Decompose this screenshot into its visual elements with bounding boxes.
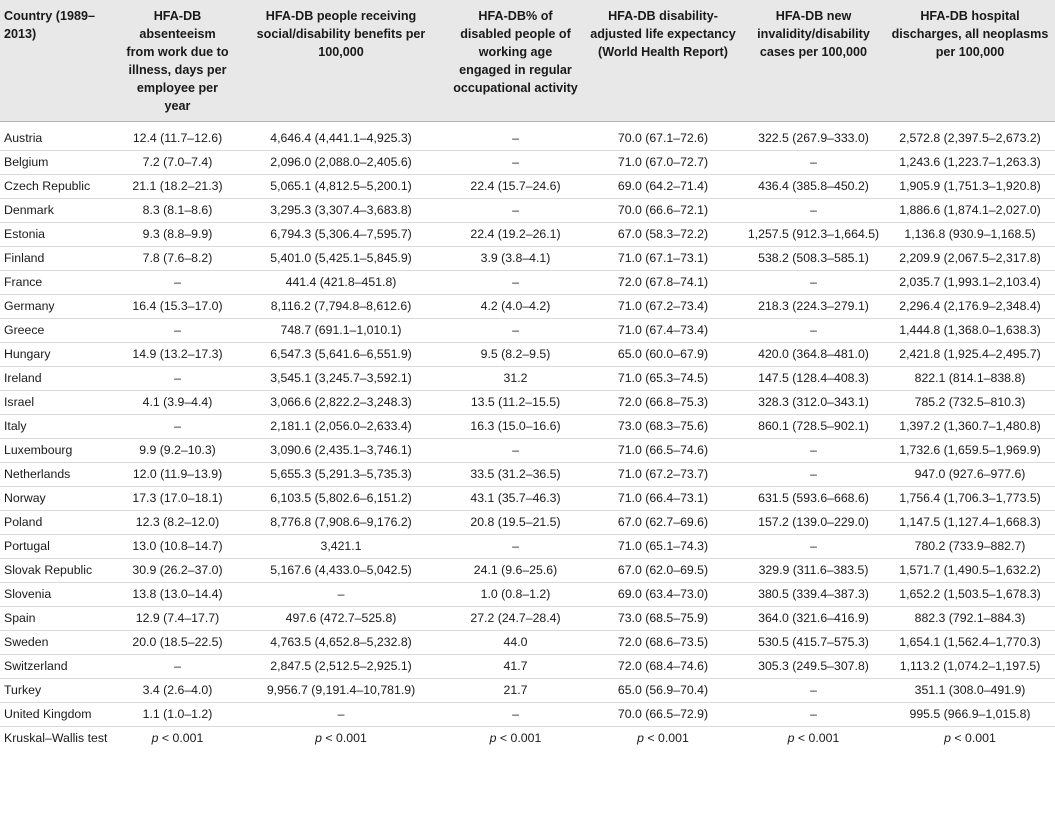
cell-benefits: 5,655.3 (5,291.3–5,735.3) <box>235 463 447 487</box>
cell-country: Austria <box>0 122 120 151</box>
cell-hospital-discharges: 1,571.7 (1,490.5–1,632.2) <box>885 559 1055 583</box>
cell-benefits: 441.4 (421.8–451.8) <box>235 271 447 295</box>
cell-benefits: 6,794.3 (5,306.4–7,595.7) <box>235 223 447 247</box>
header-new-invalidity: HFA-DB new invalidity/disability cases per 100,000 <box>742 0 885 122</box>
cell-dale: 70.0 (66.5–72.9) <box>584 703 742 727</box>
cell-absenteeism: 13.8 (13.0–14.4) <box>120 583 235 607</box>
cell-hospital-discharges: 1,654.1 (1,562.4–1,770.3) <box>885 631 1055 655</box>
table-row <box>0 122 1055 151</box>
cell-benefits: 5,167.6 (4,433.0–5,042.5) <box>235 559 447 583</box>
cell-new-invalidity: 530.5 (415.7–575.3) <box>742 631 885 655</box>
cell-absenteeism: 12.4 (11.7–12.6) <box>120 122 235 151</box>
cell-absenteeism: – <box>120 655 235 679</box>
cell-country: Italy <box>0 415 120 439</box>
cell-new-invalidity: – <box>742 439 885 463</box>
cell-dale: 71.0 (66.4–73.1) <box>584 487 742 511</box>
cell-disabled-engaged: – <box>447 151 584 175</box>
cell-absenteeism: 4.1 (3.9–4.4) <box>120 391 235 415</box>
cell-hospital-discharges: 1,243.6 (1,223.7–1,263.3) <box>885 151 1055 175</box>
cell-benefits: 9,956.7 (9,191.4–10,781.9) <box>235 679 447 703</box>
table-row <box>0 199 1055 223</box>
table-row <box>0 703 1055 727</box>
cell-disabled-engaged: 33.5 (31.2–36.5) <box>447 463 584 487</box>
cell-disabled-engaged: 41.7 <box>447 655 584 679</box>
cell-disabled-engaged: – <box>447 319 584 343</box>
cell-benefits: 4,646.4 (4,441.1–4,925.3) <box>235 122 447 151</box>
cell-new-invalidity: 147.5 (128.4–408.3) <box>742 367 885 391</box>
cell-absenteeism: 3.4 (2.6–4.0) <box>120 679 235 703</box>
p-value-cell <box>447 727 584 751</box>
header-country: Country (1989–2013) <box>0 0 120 122</box>
cell-benefits: 4,763.5 (4,652.8–5,232.8) <box>235 631 447 655</box>
cell-hospital-discharges: 1,113.2 (1,074.2–1,197.5) <box>885 655 1055 679</box>
cell-hospital-discharges: 2,572.8 (2,397.5–2,673.2) <box>885 122 1055 151</box>
table-row <box>0 175 1055 199</box>
cell-disabled-engaged: 13.5 (11.2–15.5) <box>447 391 584 415</box>
cell-absenteeism: 21.1 (18.2–21.3) <box>120 175 235 199</box>
cell-absenteeism: 30.9 (26.2–37.0) <box>120 559 235 583</box>
cell-dale: 71.0 (65.3–74.5) <box>584 367 742 391</box>
table-row <box>0 655 1055 679</box>
cell-dale: 69.0 (63.4–73.0) <box>584 583 742 607</box>
cell-country: Israel <box>0 391 120 415</box>
cell-absenteeism: 7.2 (7.0–7.4) <box>120 151 235 175</box>
p-value-cell <box>742 727 885 751</box>
cell-disabled-engaged: 9.5 (8.2–9.5) <box>447 343 584 367</box>
cell-country: Greece <box>0 319 120 343</box>
cell-country: United Kingdom <box>0 703 120 727</box>
cell-country: Portugal <box>0 535 120 559</box>
cell-dale: 71.0 (67.2–73.7) <box>584 463 742 487</box>
cell-new-invalidity: 436.4 (385.8–450.2) <box>742 175 885 199</box>
cell-hospital-discharges: 947.0 (927.6–977.6) <box>885 463 1055 487</box>
p-value-text: < 0.001 <box>951 731 996 745</box>
cell-new-invalidity: 860.1 (728.5–902.1) <box>742 415 885 439</box>
cell-new-invalidity: 364.0 (321.6–416.9) <box>742 607 885 631</box>
cell-country: Sweden <box>0 631 120 655</box>
cell-disabled-engaged: 20.8 (19.5–21.5) <box>447 511 584 535</box>
cell-new-invalidity: 329.9 (311.6–383.5) <box>742 559 885 583</box>
cell-absenteeism: – <box>120 319 235 343</box>
cell-dale: 71.0 (67.2–73.4) <box>584 295 742 319</box>
table-row <box>0 151 1055 175</box>
p-value-cell <box>235 727 447 751</box>
cell-hospital-discharges: 785.2 (732.5–810.3) <box>885 391 1055 415</box>
cell-dale: 71.0 (66.5–74.6) <box>584 439 742 463</box>
cell-absenteeism: 12.0 (11.9–13.9) <box>120 463 235 487</box>
cell-country: Finland <box>0 247 120 271</box>
cell-disabled-engaged: – <box>447 439 584 463</box>
cell-dale: 72.0 (68.4–74.6) <box>584 655 742 679</box>
cell-benefits: 2,181.1 (2,056.0–2,633.4) <box>235 415 447 439</box>
cell-absenteeism: 12.9 (7.4–17.7) <box>120 607 235 631</box>
cell-new-invalidity: – <box>742 703 885 727</box>
table-header-row <box>0 0 1055 122</box>
cell-hospital-discharges: 2,421.8 (1,925.4–2,495.7) <box>885 343 1055 367</box>
cell-benefits: 8,776.8 (7,908.6–9,176.2) <box>235 511 447 535</box>
cell-country: Belgium <box>0 151 120 175</box>
cell-benefits: 3,421.1 <box>235 535 447 559</box>
cell-absenteeism: 9.9 (9.2–10.3) <box>120 439 235 463</box>
cell-disabled-engaged: 3.9 (3.8–4.1) <box>447 247 584 271</box>
cell-new-invalidity: – <box>742 463 885 487</box>
cell-benefits: – <box>235 583 447 607</box>
cell-benefits: 2,847.5 (2,512.5–2,925.1) <box>235 655 447 679</box>
cell-new-invalidity: – <box>742 319 885 343</box>
cell-absenteeism: 14.9 (13.2–17.3) <box>120 343 235 367</box>
cell-disabled-engaged: 27.2 (24.7–28.4) <box>447 607 584 631</box>
p-symbol: p <box>489 731 497 745</box>
cell-country: Switzerland <box>0 655 120 679</box>
cell-hospital-discharges: 1,652.2 (1,503.5–1,678.3) <box>885 583 1055 607</box>
cell-absenteeism: 13.0 (10.8–14.7) <box>120 535 235 559</box>
cell-absenteeism: – <box>120 271 235 295</box>
cell-hospital-discharges: 882.3 (792.1–884.3) <box>885 607 1055 631</box>
cell-hospital-discharges: 1,732.6 (1,659.5–1,969.9) <box>885 439 1055 463</box>
p-symbol: p <box>315 731 323 745</box>
table-body <box>0 122 1055 751</box>
cell-disabled-engaged: 44.0 <box>447 631 584 655</box>
p-value-text: < 0.001 <box>794 731 840 745</box>
cell-dale: 73.0 (68.3–75.6) <box>584 415 742 439</box>
cell-country: Ireland <box>0 367 120 391</box>
cell-dale: 73.0 (68.5–75.9) <box>584 607 742 631</box>
cell-benefits: 3,066.6 (2,822.2–3,248.3) <box>235 391 447 415</box>
cell-hospital-discharges: 2,209.9 (2,067.5–2,317.8) <box>885 247 1055 271</box>
header-dale: HFA-DB disability-adjusted life expectancy (World Health Report) <box>584 0 742 122</box>
p-value-cell <box>120 727 235 751</box>
cell-country: Denmark <box>0 199 120 223</box>
cell-hospital-discharges: 1,756.4 (1,706.3–1,773.5) <box>885 487 1055 511</box>
cell-disabled-engaged: – <box>447 703 584 727</box>
cell-country: Norway <box>0 487 120 511</box>
cell-disabled-engaged: 22.4 (19.2–26.1) <box>447 223 584 247</box>
table-row <box>0 319 1055 343</box>
cell-dale: 71.0 (67.1–73.1) <box>584 247 742 271</box>
cell-new-invalidity: 631.5 (593.6–668.6) <box>742 487 885 511</box>
cell-absenteeism: 7.8 (7.6–8.2) <box>120 247 235 271</box>
cell-dale: 70.0 (66.6–72.1) <box>584 199 742 223</box>
table-row <box>0 463 1055 487</box>
cell-new-invalidity: 1,257.5 (912.3–1,664.5) <box>742 223 885 247</box>
cell-dale: 65.0 (56.9–70.4) <box>584 679 742 703</box>
cell-new-invalidity: 305.3 (249.5–307.8) <box>742 655 885 679</box>
cell-country: Germany <box>0 295 120 319</box>
table-row <box>0 559 1055 583</box>
cell-country: Netherlands <box>0 463 120 487</box>
cell-new-invalidity: 420.0 (364.8–481.0) <box>742 343 885 367</box>
cell-benefits: 8,116.2 (7,794.8–8,612.6) <box>235 295 447 319</box>
cell-dale: 69.0 (64.2–71.4) <box>584 175 742 199</box>
cell-absenteeism: – <box>120 367 235 391</box>
p-symbol: p <box>151 731 159 745</box>
cell-country: Luxembourg <box>0 439 120 463</box>
cell-country: Slovak Republic <box>0 559 120 583</box>
test-row <box>0 727 1055 751</box>
cell-benefits: 3,295.3 (3,307.4–3,683.8) <box>235 199 447 223</box>
cell-hospital-discharges: 2,296.4 (2,176.9–2,348.4) <box>885 295 1055 319</box>
cell-dale: 72.0 (66.8–75.3) <box>584 391 742 415</box>
cell-absenteeism: – <box>120 415 235 439</box>
cell-absenteeism: 9.3 (8.8–9.9) <box>120 223 235 247</box>
p-value-text: < 0.001 <box>322 731 367 745</box>
cell-country: Slovenia <box>0 583 120 607</box>
cell-benefits: 3,090.6 (2,435.1–3,746.1) <box>235 439 447 463</box>
cell-hospital-discharges: 1,905.9 (1,751.3–1,920.8) <box>885 175 1055 199</box>
cell-new-invalidity: 538.2 (508.3–585.1) <box>742 247 885 271</box>
table-row <box>0 367 1055 391</box>
cell-disabled-engaged: 31.2 <box>447 367 584 391</box>
p-symbol: p <box>787 731 795 745</box>
cell-disabled-engaged: 22.4 (15.7–24.6) <box>447 175 584 199</box>
table-row <box>0 271 1055 295</box>
p-value-text: < 0.001 <box>496 731 542 745</box>
cell-absenteeism: 17.3 (17.0–18.1) <box>120 487 235 511</box>
cell-dale: 65.0 (60.0–67.9) <box>584 343 742 367</box>
table-row <box>0 679 1055 703</box>
cell-country: Estonia <box>0 223 120 247</box>
cell-new-invalidity: – <box>742 151 885 175</box>
cell-hospital-discharges: 1,147.5 (1,127.4–1,668.3) <box>885 511 1055 535</box>
cell-disabled-engaged: 24.1 (9.6–25.6) <box>447 559 584 583</box>
cell-dale: 67.0 (62.7–69.6) <box>584 511 742 535</box>
cell-new-invalidity: 328.3 (312.0–343.1) <box>742 391 885 415</box>
p-value-text: < 0.001 <box>644 731 689 745</box>
header-absenteeism: HFA-DB absenteeism from work due to illness, days per employee per year <box>120 0 235 122</box>
cell-disabled-engaged: 21.7 <box>447 679 584 703</box>
cell-benefits: 2,096.0 (2,088.0–2,405.6) <box>235 151 447 175</box>
cell-hospital-discharges: 1,397.2 (1,360.7–1,480.8) <box>885 415 1055 439</box>
cell-hospital-discharges: 2,035.7 (1,993.1–2,103.4) <box>885 271 1055 295</box>
table-row <box>0 391 1055 415</box>
cell-benefits: 6,103.5 (5,802.6–6,151.2) <box>235 487 447 511</box>
cell-dale: 67.0 (58.3–72.2) <box>584 223 742 247</box>
table-row <box>0 487 1055 511</box>
cell-disabled-engaged: 43.1 (35.7–46.3) <box>447 487 584 511</box>
cell-dale: 71.0 (65.1–74.3) <box>584 535 742 559</box>
table-row <box>0 415 1055 439</box>
cell-hospital-discharges: 1,136.8 (930.9–1,168.5) <box>885 223 1055 247</box>
cell-new-invalidity: – <box>742 679 885 703</box>
cell-new-invalidity: – <box>742 199 885 223</box>
cell-dale: 72.0 (67.8–74.1) <box>584 271 742 295</box>
table-row <box>0 607 1055 631</box>
table-row <box>0 511 1055 535</box>
table-row <box>0 247 1055 271</box>
cell-dale: 70.0 (67.1–72.6) <box>584 122 742 151</box>
cell-country: Czech Republic <box>0 175 120 199</box>
cell-absenteeism: 1.1 (1.0–1.2) <box>120 703 235 727</box>
cell-new-invalidity: 218.3 (224.3–279.1) <box>742 295 885 319</box>
cell-disabled-engaged: – <box>447 271 584 295</box>
test-label: Kruskal–Wallis test <box>4 731 108 745</box>
header-hospital-discharges: HFA-DB hospital discharges, all neoplasms per 100,000 <box>885 0 1055 122</box>
table-row <box>0 631 1055 655</box>
cell-disabled-engaged: – <box>447 122 584 151</box>
cell-country: France <box>0 271 120 295</box>
cell-benefits: 5,401.0 (5,425.1–5,845.9) <box>235 247 447 271</box>
cell-disabled-engaged: 4.2 (4.0–4.2) <box>447 295 584 319</box>
cell-country: Spain <box>0 607 120 631</box>
table-row <box>0 223 1055 247</box>
table-row <box>0 343 1055 367</box>
cell-new-invalidity: – <box>742 271 885 295</box>
cell-country: Turkey <box>0 679 120 703</box>
cell-hospital-discharges: 780.2 (733.9–882.7) <box>885 535 1055 559</box>
cell-new-invalidity: 322.5 (267.9–333.0) <box>742 122 885 151</box>
cell-hospital-discharges: 1,886.6 (1,874.1–2,027.0) <box>885 199 1055 223</box>
cell-hospital-discharges: 995.5 (966.9–1,015.8) <box>885 703 1055 727</box>
cell-absenteeism: 16.4 (15.3–17.0) <box>120 295 235 319</box>
p-symbol: p <box>944 731 952 745</box>
cell-absenteeism: 20.0 (18.5–22.5) <box>120 631 235 655</box>
p-symbol: p <box>637 731 645 745</box>
cell-disabled-engaged: – <box>447 535 584 559</box>
cell-benefits: 6,547.3 (5,641.6–6,551.9) <box>235 343 447 367</box>
cell-absenteeism: 12.3 (8.2–12.0) <box>120 511 235 535</box>
cell-country: Hungary <box>0 343 120 367</box>
cell-disabled-engaged: 1.0 (0.8–1.2) <box>447 583 584 607</box>
cell-dale: 67.0 (62.0–69.5) <box>584 559 742 583</box>
table-row <box>0 535 1055 559</box>
cell-benefits: – <box>235 703 447 727</box>
cell-hospital-discharges: 351.1 (308.0–491.9) <box>885 679 1055 703</box>
cell-benefits: 3,545.1 (3,245.7–3,592.1) <box>235 367 447 391</box>
p-value-text: < 0.001 <box>158 731 204 745</box>
p-value-cell <box>584 727 742 751</box>
cell-new-invalidity: 157.2 (139.0–229.0) <box>742 511 885 535</box>
cell-benefits: 497.6 (472.7–525.8) <box>235 607 447 631</box>
cell-benefits: 5,065.1 (4,812.5–5,200.1) <box>235 175 447 199</box>
table-row <box>0 295 1055 319</box>
cell-absenteeism: 8.3 (8.1–8.6) <box>120 199 235 223</box>
cell-dale: 71.0 (67.4–73.4) <box>584 319 742 343</box>
cell-disabled-engaged: – <box>447 199 584 223</box>
cell-dale: 72.0 (68.6–73.5) <box>584 631 742 655</box>
header-disabled-engaged: HFA-DB% of disabled people of working age engaged in regular occupational activity <box>447 0 584 122</box>
table-row <box>0 583 1055 607</box>
p-value-cell <box>885 727 1055 751</box>
cell-hospital-discharges: 822.1 (814.1–838.8) <box>885 367 1055 391</box>
cell-disabled-engaged: 16.3 (15.0–16.6) <box>447 415 584 439</box>
table-row <box>0 439 1055 463</box>
cell-country: Poland <box>0 511 120 535</box>
cell-new-invalidity: 380.5 (339.4–387.3) <box>742 583 885 607</box>
cell-new-invalidity: – <box>742 535 885 559</box>
cell-dale: 71.0 (67.0–72.7) <box>584 151 742 175</box>
cell-hospital-discharges: 1,444.8 (1,368.0–1,638.3) <box>885 319 1055 343</box>
cell-benefits: 748.7 (691.1–1,010.1) <box>235 319 447 343</box>
header-benefits: HFA-DB people receiving social/disability benefits per 100,000 <box>235 0 447 122</box>
